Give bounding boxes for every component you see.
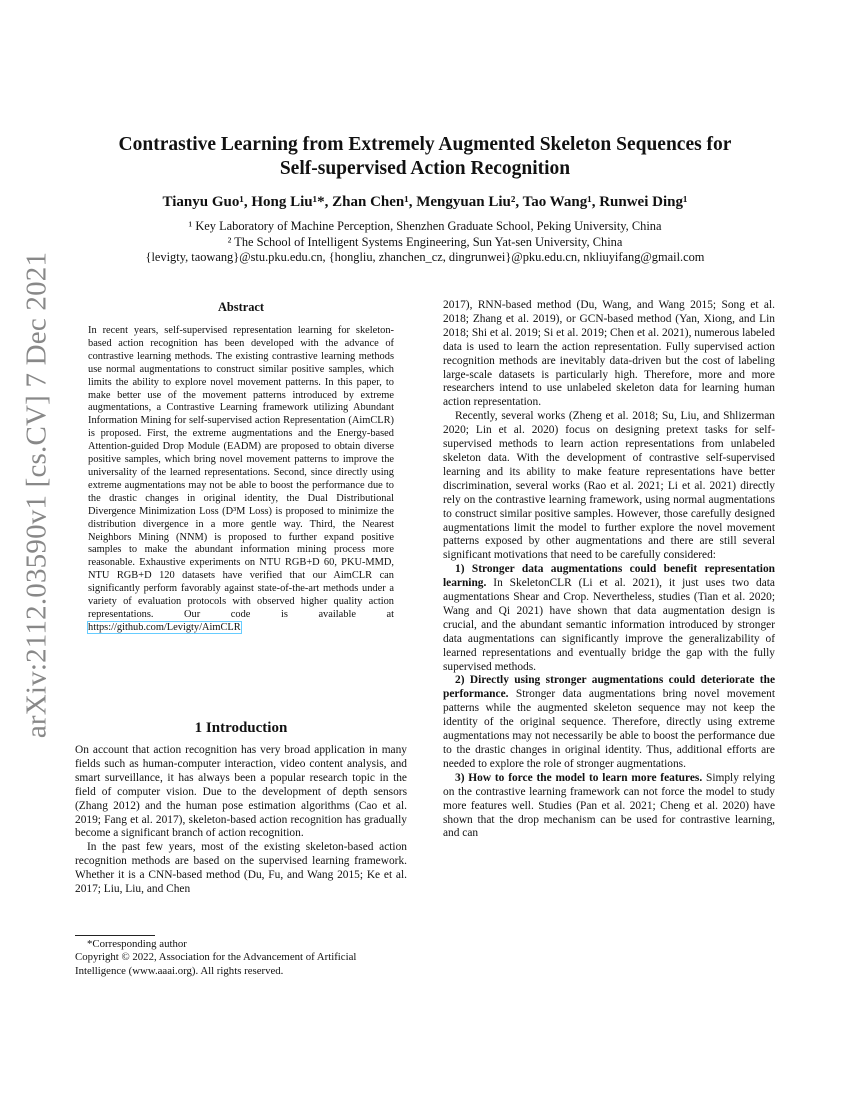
code-link[interactable]: https://github.com/Levigty/AimCLR — [88, 621, 241, 633]
copyright-notice: Copyright © 2022, Association for the Advancement of Artificial Intelligence (www.aaai.org). All rights reserved. — [75, 951, 357, 977]
paper-title — [80, 133, 770, 181]
right-paragraph-2: Recently, several works (Zheng et al. 2018; Su, Liu, and Shlizerman 2020; Lin et al. 2020) focus on designing pretext tasks for self-supervised methods to learn action representations from unlabeled skeleton data. With the development of contrastive self-supervised learning and its ability to make feature representations have better discrimination, several works (Rao et al. 2021; Li et al. 2021) directly rely on the contrastive learning framework, using normal augmentations to construct similar positive samples. However, those carefully designed augmentations limit the model to further explore the novel movement patterns exposed by other augmentations and there are still several significant motivations that need to be carefully considered: — [443, 410, 775, 562]
affiliations — [60, 219, 790, 266]
motivation-1-heading: 1) Stronger data augmentations could benefit representation learning. — [443, 563, 775, 590]
motivation-2 — [443, 674, 775, 771]
motivation-1 — [443, 563, 775, 674]
footnote-area — [75, 935, 407, 978]
affiliation-1: ¹ Key Laboratory of Machine Perception, Shenzhen Graduate School, Peking University, China — [188, 219, 662, 233]
motivation-3-heading: 3) How to force the model to learn more features. — [455, 771, 703, 784]
abstract-heading: Abstract — [217, 300, 265, 314]
abstract-text: In recent years, self-supervised representation learning for skeleton-based action recognition has been developed with the advance of contrastive learning methods. The existing contrastive learning methods use normal augmentations to construct similar positive samples, which limits the ability to explore novel movement patterns. In this paper, to make better use of the movement patterns introduced by extreme augmentations, a Contrastive Learning framework utilizing Abundant Information Mining for self-supervised action Representation (AimCLR) is proposed. First, the extreme augmentations and the Energy-based Attention-guided Drop Module (EADM) are proposed to obtain diverse positive samples, which bring novel movement patterns to improve the universality of the learned representations. Second, since directly using extreme augmentations may not be able to boost the performance due to the drastic changes in original identity, the Dual Distributional Divergence Minimization Loss (D³M Loss) is proposed to minimize the distribution divergence in a more gentle way. Third, the Nearest Neighbors Mining (NNM) is proposed to further expand positive samples to make the abundant information mining process more reasonable. Exhaustive experiments on NTU RGB+D 60, PKU-MMD, NTU RGB+D 120 datasets have verified that our AimCLR can significantly perform favorably against state-of-the-art methods under a variety of evaluation protocols with observed higher quality action representations. Our code is available at — [88, 325, 394, 620]
motivation-1-body: In SkeletonCLR (Li et al. 2021), it just uses two data augmentations Shear and Crop. Nevertheless, studies (Tian et al. 2020; Wang and Qi 2021) have shown that data augmentation design is crucial, and the abundant semantic information introduced by stronger data augmentations can significantly improve the generalizability of learned representations and eventually bridge the gap with the fully supervised methods. — [443, 577, 775, 673]
intro-paragraph-2: In the past few years, most of the existing skeleton-based action recognition methods are based on the supervised learning framework. Whether it is a CNN-based method (Du, Fu, and Wang 2015; Ke et al. 2017; Liu, Liu, and Chen — [75, 841, 407, 896]
arxiv-stamp — [12, 251, 62, 739]
title-line-2: Self-supervised Action Recognition — [279, 158, 571, 179]
intro-paragraph-1: On account that action recognition has very broad application in many fields such as human-computer interaction, video content analysis, and smart surveillance, it has always been a popular research topic in the field of computer vision. Due to the development of depth sensors (Zhang 2012) and the human pose estimation algorithms (Cao et al. 2019; Fang et al. 2017), skeleton-based action recognition has gradually become a significant branch of action recognition. — [75, 744, 407, 840]
abstract — [88, 325, 394, 635]
left-column-body — [75, 744, 407, 897]
right-paragraph-1: 2017), RNN-based method (Du, Wang, and Wang 2015; Song et al. 2018; Zhang et al. 2019), or GCN-based method (Yan, Xiong, and Lin 2018; Shi et al. 2019; Si et al. 2019; Chen et al. 2021), numerous labeled data is used to learn the action representation. Fully supervised action recognition methods are inevitably data-driven but the cost of labeling large-scale datasets is particularly high. Therefore, more and more researchers intend to use unlabeled skeleton data for learning human action representation. — [443, 299, 775, 409]
title-line-1: Contrastive Learning from Extremely Augmented Skeleton Sequences for — [118, 134, 732, 155]
authors: Tianyu Guo¹, Hong Liu¹*, Zhan Chen¹, Mengyuan Liu², Tao Wang¹, Runwei Ding¹ — [162, 194, 688, 210]
motivation-2-body: Stronger data augmentations bring novel movement patterns while the augmented skeleton sequence may not keep the identity of the original sequence. Therefore, directly using extreme augmentations may not necessarily be able to boost the performance due to the drastic changes in original identity. Thus, additional efforts are needed to explore the role of stronger augmentations. — [443, 688, 775, 770]
affiliation-2: ² The School of Intelligent Systems Engineering, Sun Yat-sen University, China — [227, 234, 623, 249]
motivation-3 — [443, 772, 775, 842]
motivation-2-heading: 2) Directly using stronger augmentations could deteriorate the performance. — [443, 674, 775, 701]
right-column-body — [443, 299, 775, 841]
motivation-3-body: Simply relying on the contrastive learning framework can not force the model to study more features well. Studies (Pan et al. 2021; Cheng et al. 2020) have shown that the drop mechanism can be used for contrastive learning, and can — [443, 771, 775, 840]
footnote-corresponding: *Corresponding author — [87, 938, 187, 950]
footnote-rule — [75, 935, 155, 936]
section-heading-introduction: 1 Introduction — [194, 720, 288, 736]
arxiv-stamp-text: arXiv:2112.03590v1 [cs.CV] 7 Dec 2021 — [20, 251, 53, 739]
author-emails: {levigty, taowang}@stu.pku.edu.cn, {hongliu, zhanchen_cz, dingrunwei}@pku.edu.cn, nkliuyifang@gmail.com — [145, 250, 705, 264]
